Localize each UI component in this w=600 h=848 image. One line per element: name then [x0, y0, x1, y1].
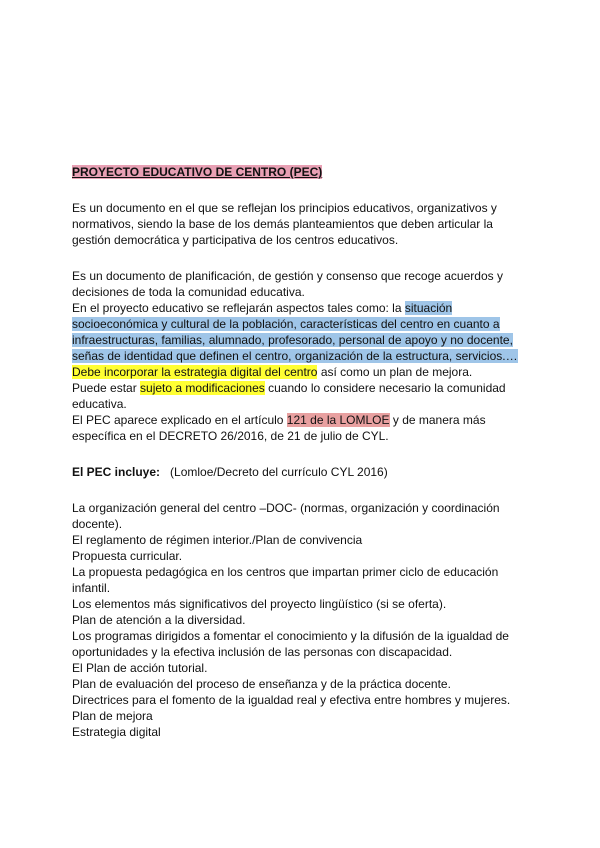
list-item: docente). [72, 517, 123, 531]
list-item: La organización general del centro –DOC- (normas, organización y coordinación [72, 501, 500, 515]
text-line [72, 316, 532, 332]
text-line: Es un documento en el que se reflejan los principios educativos, organizativos y [72, 201, 497, 215]
document-page [72, 164, 532, 740]
title-line [72, 164, 532, 180]
list-item: oportunidades y la efectiva inclusión de las personas con discapacidad. [72, 645, 453, 659]
planning-paragraph [72, 268, 532, 444]
list-item: Plan de mejora [72, 709, 153, 723]
list-item: Directrices para el fomento de la igualdad real y efectiva entre hombres y mujeres. [72, 693, 511, 707]
list-item: El reglamento de régimen interior./Plan de convivencia [72, 533, 363, 547]
text-fragment: así como un plan de mejora. [317, 365, 473, 379]
text-fragment: Puede estar [72, 381, 141, 395]
highlight-blue: infraestructuras, familias, alumnado, profesorado, personal de apoyo y no docente, [72, 333, 513, 347]
highlight-red: 121 de la LOMLOE [286, 413, 390, 427]
text-line: específica en el DECRETO 26/2016, de 21 de julio de CYL. [72, 429, 389, 443]
text-fragment: cuando lo considere necesario la comunidad [264, 381, 506, 395]
text-line [72, 300, 532, 316]
highlight-blue: situación [404, 301, 453, 315]
text-fragment: y de manera más [389, 413, 486, 427]
list-item: infantil. [72, 581, 111, 595]
text-line [72, 364, 532, 380]
text-line [72, 332, 532, 348]
text-line: gestión democrática y participativa de los centros educativos. [72, 233, 399, 247]
list-item: Los programas dirigidos a fomentar el conocimiento y la difusión de la igualdad de [72, 629, 509, 643]
highlight-blue: señas de identidad que definen el centro, organización de la estructura, servicios.… [72, 349, 518, 363]
text-line: decisiones de toda la comunidad educativa. [72, 285, 305, 299]
text-fragment: El PEC aparece explicado en el artículo [72, 413, 287, 427]
highlight-blue: socioeconómica y cultural de la población, características del centro en cuanto a [72, 317, 500, 331]
list-item: Los elementos más significativos del proyecto lingüístico (si se oferta). [72, 597, 447, 611]
text-fragment: En el proyecto educativo se reflejarán aspectos tales como: la [72, 301, 405, 315]
text-line [72, 348, 532, 364]
text-line: educativa. [72, 397, 127, 411]
list-item: Estrategia digital [72, 725, 161, 739]
list-item: Propuesta curricular. [72, 549, 183, 563]
text-line [72, 412, 532, 428]
list-item: Plan de atención a la diversidad. [72, 613, 246, 627]
highlight-yellow: Debe incorporar la estrategia digital del centro [72, 365, 318, 379]
text-line: normativos, siendo la base de los demás planteamientos que deben articular la [72, 217, 493, 231]
list-item: Plan de evaluación del proceso de enseñanza y de la práctica docente. [72, 677, 451, 691]
text-line [72, 380, 532, 396]
list-item: La propuesta pedagógica en los centros que impartan primer ciclo de educación [72, 565, 499, 579]
includes-list [72, 500, 532, 740]
highlight-yellow: sujeto a modificaciones [140, 381, 265, 395]
list-item: El Plan de acción tutorial. [72, 661, 208, 675]
text-line: Es un documento de planificación, de gestión y consenso que recoge acuerdos y [72, 269, 503, 283]
intro-paragraph [72, 200, 532, 248]
includes-label: El PEC incluye: [72, 465, 161, 479]
includes-note: (Lomloe/Decreto del currículo CYL 2016) [170, 465, 388, 479]
document-title: PROYECTO EDUCATIVO DE CENTRO (PEC) [72, 165, 323, 179]
includes-heading [72, 464, 532, 480]
